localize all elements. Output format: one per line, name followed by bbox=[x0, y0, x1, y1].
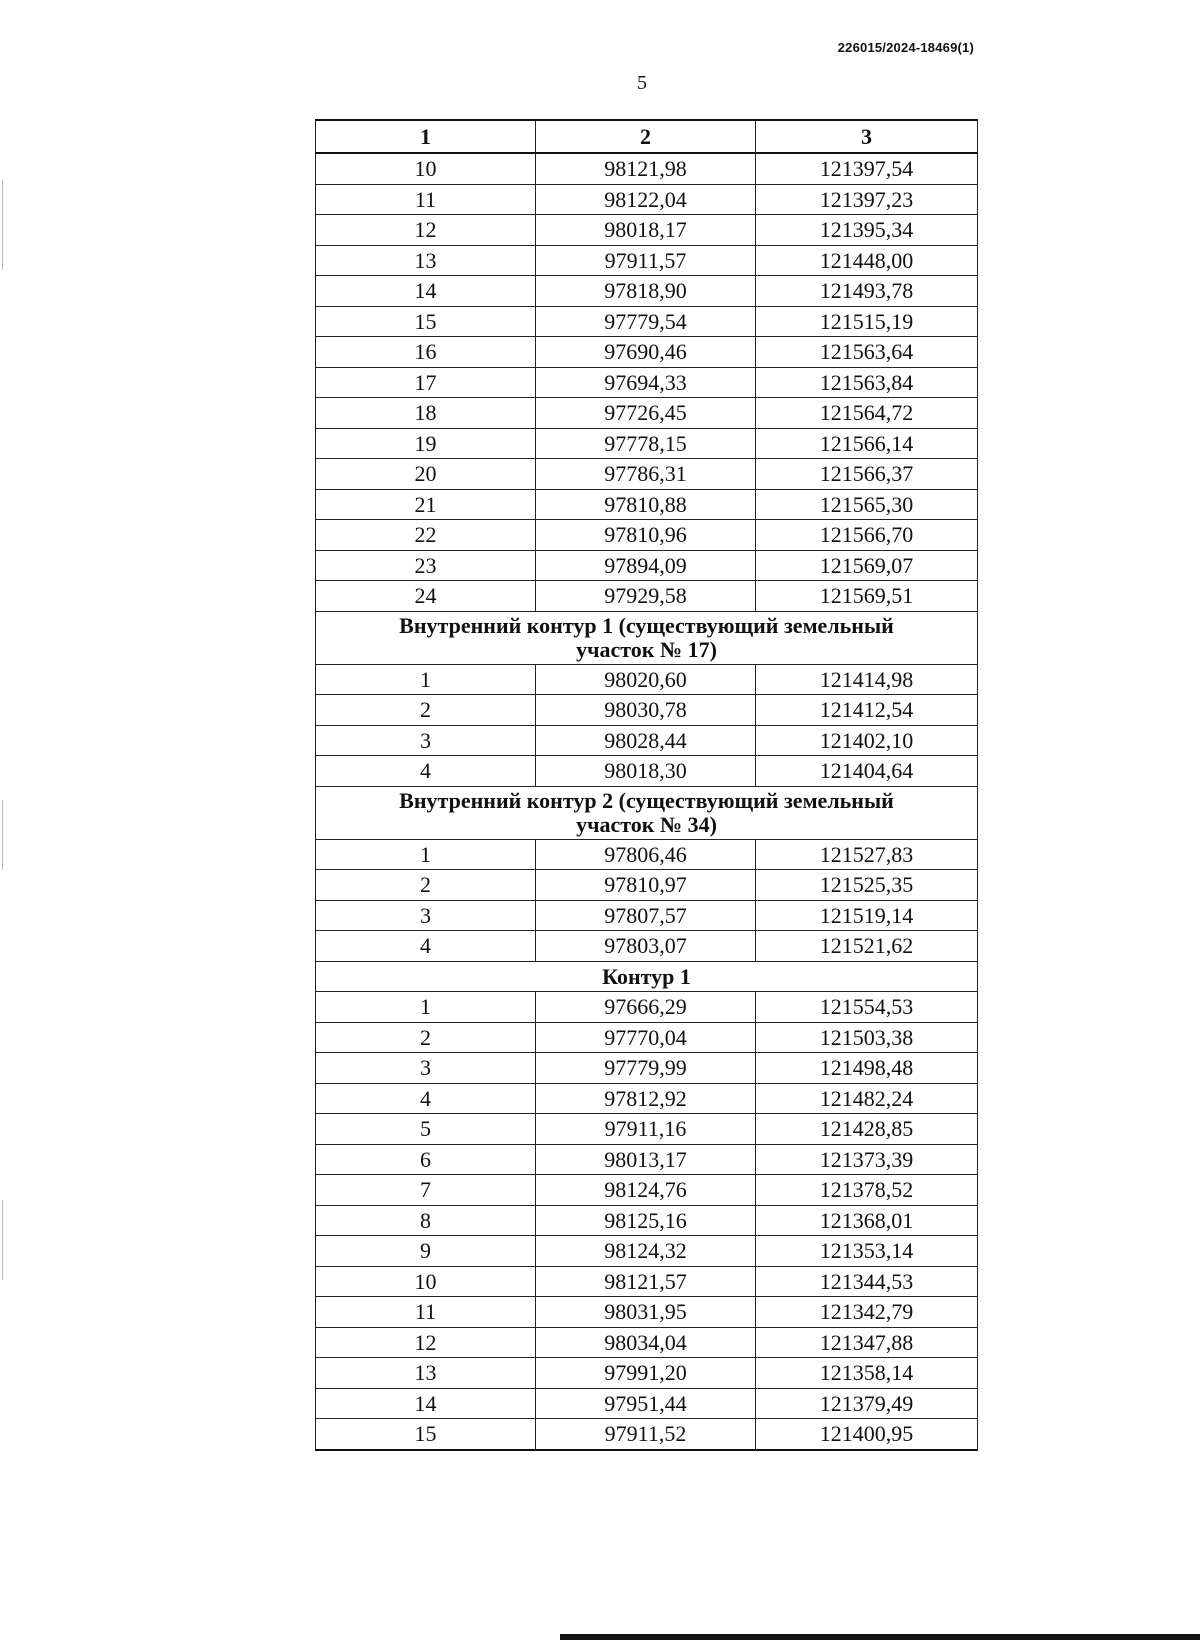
table-row bbox=[316, 367, 978, 398]
y-coordinate-cell: 121397,54 bbox=[756, 153, 978, 184]
x-coordinate-cell: 97786,31 bbox=[536, 459, 756, 490]
x-coordinate-cell: 97694,33 bbox=[536, 367, 756, 398]
point-number-cell: 21 bbox=[316, 489, 536, 520]
table-row bbox=[316, 756, 978, 787]
table-row bbox=[316, 428, 978, 459]
point-number-cell: 8 bbox=[316, 1205, 536, 1236]
x-coordinate-cell: 97806,46 bbox=[536, 839, 756, 870]
table-row bbox=[316, 398, 978, 429]
section-title-line: участок № 34) bbox=[576, 811, 717, 837]
x-coordinate-cell: 97810,96 bbox=[536, 520, 756, 551]
point-number-cell: 12 bbox=[316, 1327, 536, 1358]
x-coordinate-cell: 97810,97 bbox=[536, 870, 756, 901]
x-coordinate-cell: 97779,99 bbox=[536, 1053, 756, 1084]
y-coordinate-cell: 121493,78 bbox=[756, 276, 978, 307]
y-coordinate-cell: 121563,84 bbox=[756, 367, 978, 398]
table-row bbox=[316, 1205, 978, 1236]
y-coordinate-cell: 121358,14 bbox=[756, 1358, 978, 1389]
x-coordinate-cell: 98124,76 bbox=[536, 1175, 756, 1206]
x-coordinate-cell: 97929,58 bbox=[536, 581, 756, 612]
point-number-cell: 14 bbox=[316, 1388, 536, 1419]
table-row bbox=[316, 1144, 978, 1175]
x-coordinate-cell: 97911,16 bbox=[536, 1114, 756, 1145]
header-row bbox=[316, 120, 978, 153]
y-coordinate-cell: 121566,70 bbox=[756, 520, 978, 551]
point-number-cell: 23 bbox=[316, 550, 536, 581]
section-title-line: Внутренний контур 1 (существующий земельный bbox=[399, 612, 894, 638]
y-coordinate-cell: 121563,64 bbox=[756, 337, 978, 368]
point-number-cell: 2 bbox=[316, 870, 536, 901]
y-coordinate-cell: 121344,53 bbox=[756, 1266, 978, 1297]
x-coordinate-cell: 98124,32 bbox=[536, 1236, 756, 1267]
y-coordinate-cell: 121400,95 bbox=[756, 1419, 978, 1450]
table-row bbox=[316, 459, 978, 490]
table-row bbox=[316, 725, 978, 756]
x-coordinate-cell: 98121,57 bbox=[536, 1266, 756, 1297]
x-coordinate-cell: 98031,95 bbox=[536, 1297, 756, 1328]
table-row bbox=[316, 1236, 978, 1267]
y-coordinate-cell: 121353,14 bbox=[756, 1236, 978, 1267]
y-coordinate-cell: 121448,00 bbox=[756, 245, 978, 276]
y-coordinate-cell: 121402,10 bbox=[756, 725, 978, 756]
point-number-cell: 2 bbox=[316, 695, 536, 726]
y-coordinate-cell: 121347,88 bbox=[756, 1327, 978, 1358]
point-number-cell: 3 bbox=[316, 1053, 536, 1084]
table-row bbox=[316, 520, 978, 551]
x-coordinate-cell: 97807,57 bbox=[536, 900, 756, 931]
table-row bbox=[316, 1266, 978, 1297]
y-coordinate-cell: 121519,14 bbox=[756, 900, 978, 931]
y-coordinate-cell: 121569,51 bbox=[756, 581, 978, 612]
point-number-cell: 1 bbox=[316, 992, 536, 1023]
table-row bbox=[316, 1053, 978, 1084]
point-number-cell: 14 bbox=[316, 276, 536, 307]
x-coordinate-cell: 97666,29 bbox=[536, 992, 756, 1023]
y-coordinate-cell: 121395,34 bbox=[756, 215, 978, 246]
table-row bbox=[316, 931, 978, 962]
coordinates-table bbox=[315, 119, 978, 1451]
point-number-cell: 1 bbox=[316, 664, 536, 695]
table-row bbox=[316, 184, 978, 215]
point-number-cell: 2 bbox=[316, 1022, 536, 1053]
y-coordinate-cell: 121566,14 bbox=[756, 428, 978, 459]
x-coordinate-cell: 97810,88 bbox=[536, 489, 756, 520]
section-header-row bbox=[316, 786, 978, 839]
y-coordinate-cell: 121521,62 bbox=[756, 931, 978, 962]
table-row bbox=[316, 1388, 978, 1419]
point-number-cell: 10 bbox=[316, 153, 536, 184]
y-coordinate-cell: 121525,35 bbox=[756, 870, 978, 901]
point-number-cell: 1 bbox=[316, 839, 536, 870]
point-number-cell: 5 bbox=[316, 1114, 536, 1145]
point-number-cell: 9 bbox=[316, 1236, 536, 1267]
section-title-line: участок № 17) bbox=[576, 636, 717, 662]
point-number-cell: 15 bbox=[316, 1419, 536, 1450]
table-row bbox=[316, 900, 978, 931]
table-row bbox=[316, 1114, 978, 1145]
y-coordinate-cell: 121566,37 bbox=[756, 459, 978, 490]
table-row bbox=[316, 489, 978, 520]
x-coordinate-cell: 97803,07 bbox=[536, 931, 756, 962]
x-coordinate-cell: 98034,04 bbox=[536, 1327, 756, 1358]
table-row bbox=[316, 215, 978, 246]
column-header-y: 3 bbox=[756, 120, 978, 153]
section-title-line: Внутренний контур 2 (существующий земельный bbox=[399, 787, 894, 813]
y-coordinate-cell: 121378,52 bbox=[756, 1175, 978, 1206]
x-coordinate-cell: 97812,92 bbox=[536, 1083, 756, 1114]
table-row bbox=[316, 1358, 978, 1389]
x-coordinate-cell: 98020,60 bbox=[536, 664, 756, 695]
point-number-cell: 3 bbox=[316, 725, 536, 756]
point-number-cell: 13 bbox=[316, 245, 536, 276]
point-number-cell: 15 bbox=[316, 306, 536, 337]
point-number-cell: 12 bbox=[316, 215, 536, 246]
point-number-cell: 19 bbox=[316, 428, 536, 459]
point-number-cell: 11 bbox=[316, 1297, 536, 1328]
point-number-cell: 3 bbox=[316, 900, 536, 931]
document-id: 226015/2024-18469(1) bbox=[837, 40, 974, 55]
x-coordinate-cell: 98030,78 bbox=[536, 695, 756, 726]
point-number-cell: 20 bbox=[316, 459, 536, 490]
table-row bbox=[316, 153, 978, 184]
scan-edge-mark bbox=[2, 800, 3, 870]
y-coordinate-cell: 121554,53 bbox=[756, 992, 978, 1023]
point-number-cell: 10 bbox=[316, 1266, 536, 1297]
table-row bbox=[316, 992, 978, 1023]
table-row bbox=[316, 870, 978, 901]
section-header-row bbox=[316, 611, 978, 664]
x-coordinate-cell: 98121,98 bbox=[536, 153, 756, 184]
point-number-cell: 22 bbox=[316, 520, 536, 551]
x-coordinate-cell: 97818,90 bbox=[536, 276, 756, 307]
page-number: 5 bbox=[637, 72, 647, 94]
x-coordinate-cell: 97911,57 bbox=[536, 245, 756, 276]
table-row bbox=[316, 1419, 978, 1450]
x-coordinate-cell: 98028,44 bbox=[536, 725, 756, 756]
y-coordinate-cell: 121412,54 bbox=[756, 695, 978, 726]
table-row bbox=[316, 839, 978, 870]
table-row bbox=[316, 306, 978, 337]
section-title bbox=[316, 611, 978, 664]
x-coordinate-cell: 97894,09 bbox=[536, 550, 756, 581]
table-row bbox=[316, 695, 978, 726]
column-header-x: 2 bbox=[536, 120, 756, 153]
table-header bbox=[316, 120, 978, 153]
column-header-point: 1 bbox=[316, 120, 536, 153]
table-row bbox=[316, 550, 978, 581]
x-coordinate-cell: 97779,54 bbox=[536, 306, 756, 337]
table-row bbox=[316, 1022, 978, 1053]
table-row bbox=[316, 245, 978, 276]
x-coordinate-cell: 97951,44 bbox=[536, 1388, 756, 1419]
section-title bbox=[316, 961, 978, 992]
x-coordinate-cell: 97991,20 bbox=[536, 1358, 756, 1389]
y-coordinate-cell: 121428,85 bbox=[756, 1114, 978, 1145]
table-row bbox=[316, 337, 978, 368]
scan-edge-mark bbox=[2, 1200, 3, 1280]
y-coordinate-cell: 121564,72 bbox=[756, 398, 978, 429]
x-coordinate-cell: 97770,04 bbox=[536, 1022, 756, 1053]
y-coordinate-cell: 121569,07 bbox=[756, 550, 978, 581]
point-number-cell: 24 bbox=[316, 581, 536, 612]
table-row bbox=[316, 1297, 978, 1328]
point-number-cell: 4 bbox=[316, 1083, 536, 1114]
y-coordinate-cell: 121527,83 bbox=[756, 839, 978, 870]
point-number-cell: 13 bbox=[316, 1358, 536, 1389]
point-number-cell: 11 bbox=[316, 184, 536, 215]
x-coordinate-cell: 98018,30 bbox=[536, 756, 756, 787]
table-body bbox=[316, 153, 978, 1450]
x-coordinate-cell: 98018,17 bbox=[536, 215, 756, 246]
x-coordinate-cell: 97726,45 bbox=[536, 398, 756, 429]
y-coordinate-cell: 121515,19 bbox=[756, 306, 978, 337]
table-row bbox=[316, 581, 978, 612]
section-title-line: Контур 1 bbox=[602, 963, 691, 989]
point-number-cell: 6 bbox=[316, 1144, 536, 1175]
y-coordinate-cell: 121368,01 bbox=[756, 1205, 978, 1236]
x-coordinate-cell: 97690,46 bbox=[536, 337, 756, 368]
y-coordinate-cell: 121397,23 bbox=[756, 184, 978, 215]
table-row bbox=[316, 1083, 978, 1114]
point-number-cell: 4 bbox=[316, 931, 536, 962]
point-number-cell: 18 bbox=[316, 398, 536, 429]
table-row bbox=[316, 1175, 978, 1206]
x-coordinate-cell: 98122,04 bbox=[536, 184, 756, 215]
table-row bbox=[316, 276, 978, 307]
scan-edge-mark bbox=[2, 180, 3, 270]
y-coordinate-cell: 121404,64 bbox=[756, 756, 978, 787]
table-row bbox=[316, 1327, 978, 1358]
y-coordinate-cell: 121482,24 bbox=[756, 1083, 978, 1114]
point-number-cell: 7 bbox=[316, 1175, 536, 1206]
y-coordinate-cell: 121379,49 bbox=[756, 1388, 978, 1419]
y-coordinate-cell: 121414,98 bbox=[756, 664, 978, 695]
point-number-cell: 4 bbox=[316, 756, 536, 787]
x-coordinate-cell: 97778,15 bbox=[536, 428, 756, 459]
section-header-row bbox=[316, 961, 978, 992]
point-number-cell: 17 bbox=[316, 367, 536, 398]
point-number-cell: 16 bbox=[316, 337, 536, 368]
y-coordinate-cell: 121498,48 bbox=[756, 1053, 978, 1084]
x-coordinate-cell: 97911,52 bbox=[536, 1419, 756, 1450]
y-coordinate-cell: 121503,38 bbox=[756, 1022, 978, 1053]
y-coordinate-cell: 121373,39 bbox=[756, 1144, 978, 1175]
x-coordinate-cell: 98125,16 bbox=[536, 1205, 756, 1236]
x-coordinate-cell: 98013,17 bbox=[536, 1144, 756, 1175]
scan-edge-bar bbox=[560, 1634, 1200, 1640]
section-title bbox=[316, 786, 978, 839]
table-row bbox=[316, 664, 978, 695]
y-coordinate-cell: 121565,30 bbox=[756, 489, 978, 520]
y-coordinate-cell: 121342,79 bbox=[756, 1297, 978, 1328]
